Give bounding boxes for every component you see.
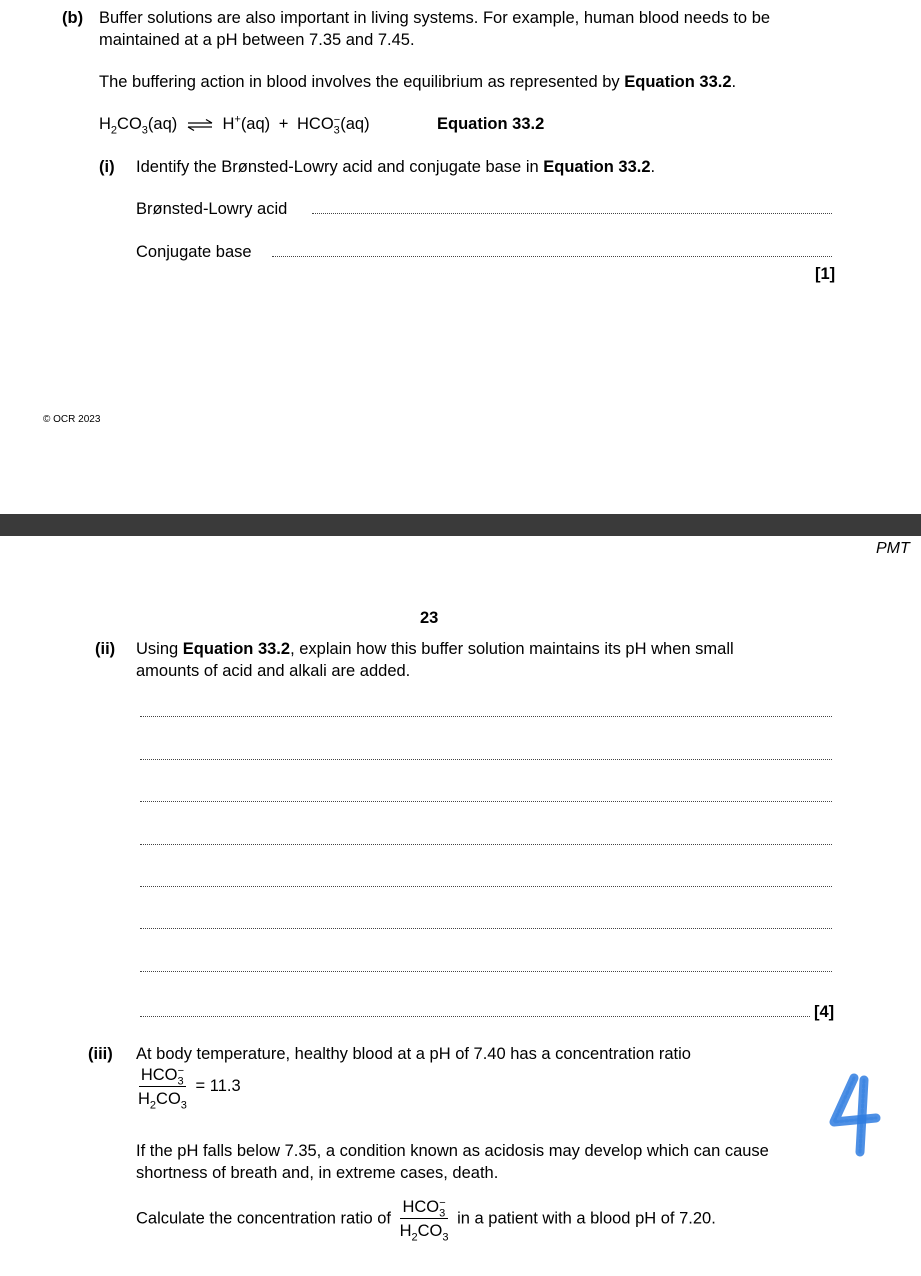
answer-line-4[interactable] [140, 844, 832, 845]
handwritten-four-icon [824, 1072, 888, 1158]
answer-line-2[interactable] [140, 759, 832, 760]
intro-line-2: maintained at a pH between 7.35 and 7.45. [99, 31, 415, 49]
acidosis-line-1: If the pH falls below 7.35, a condition known as acidosis may develop which can cause [136, 1142, 769, 1160]
q-iii-line-1: At body temperature, healthy blood at a pH of 7.40 has a concentration ratio [136, 1045, 691, 1063]
pmt-watermark: PMT [876, 540, 910, 557]
intro-line-1: Buffer solutions are also important in living systems. For example, human blood needs to be [99, 9, 771, 27]
ratio-value: = 11.3 [195, 1077, 241, 1096]
q-iii-label: (iii) [88, 1045, 113, 1063]
q-i-label: (i) [99, 158, 115, 176]
page-number: 23 [420, 609, 439, 627]
acidosis-line-2: shortness of breath and, in extreme cases, death. [136, 1164, 499, 1182]
answer-line-6[interactable] [140, 928, 832, 929]
page-separator [0, 514, 921, 536]
q-i-text: Identify the Brønsted-Lowry acid and conjugate base in Equation 33.2. [136, 158, 656, 176]
equation-ref: Equation 33.2 [624, 73, 732, 91]
base-answer-line[interactable] [272, 256, 832, 257]
q-ii-text: Using Equation 33.2, explain how this buffer solution maintains its pH when small [136, 640, 734, 658]
calc-question: Calculate the concentration ratio of $\frac{HCO_3^-}{H_2CO_3}$ in a patient with a blood pH of 7.20. [136, 1196, 716, 1244]
equation-label: Equation 33.2 [437, 115, 545, 133]
marks-ii: [4] [814, 1003, 835, 1021]
ratio-fraction: $\frac{HCO_3^-}{H_2CO_3}$ [138, 1064, 187, 1112]
marks-i: [1] [815, 265, 836, 283]
equilibrium-arrow-icon [186, 119, 214, 131]
q-ii-label: (ii) [95, 640, 116, 658]
answer-line-8[interactable] [140, 1016, 810, 1017]
acid-label: Brønsted-Lowry acid [136, 200, 288, 218]
buffer-text: The buffering action in blood involves the equilibrium as represented by Equation 33.2. [99, 73, 737, 91]
answer-line-3[interactable] [140, 801, 832, 802]
part-b-label: (b) [62, 9, 84, 27]
equation-33-2: $H_2CO_3(aq) H^+(aq) + HCO_3^-(aq)$ [99, 113, 370, 137]
copyright: © OCR 2023 [43, 414, 101, 425]
answer-line-1[interactable] [140, 716, 832, 717]
concentration-ratio [136, 1064, 241, 1112]
acid-answer-line[interactable] [312, 213, 832, 214]
answer-line-7[interactable] [140, 971, 832, 972]
calc-fraction: $\frac{HCO_3^-}{H_2CO_3}$ [399, 1196, 449, 1244]
base-label: Conjugate base [136, 243, 252, 261]
answer-line-5[interactable] [140, 886, 832, 887]
handwritten-mark [824, 1072, 888, 1158]
q-ii-line-2: amounts of acid and alkali are added. [136, 662, 411, 680]
